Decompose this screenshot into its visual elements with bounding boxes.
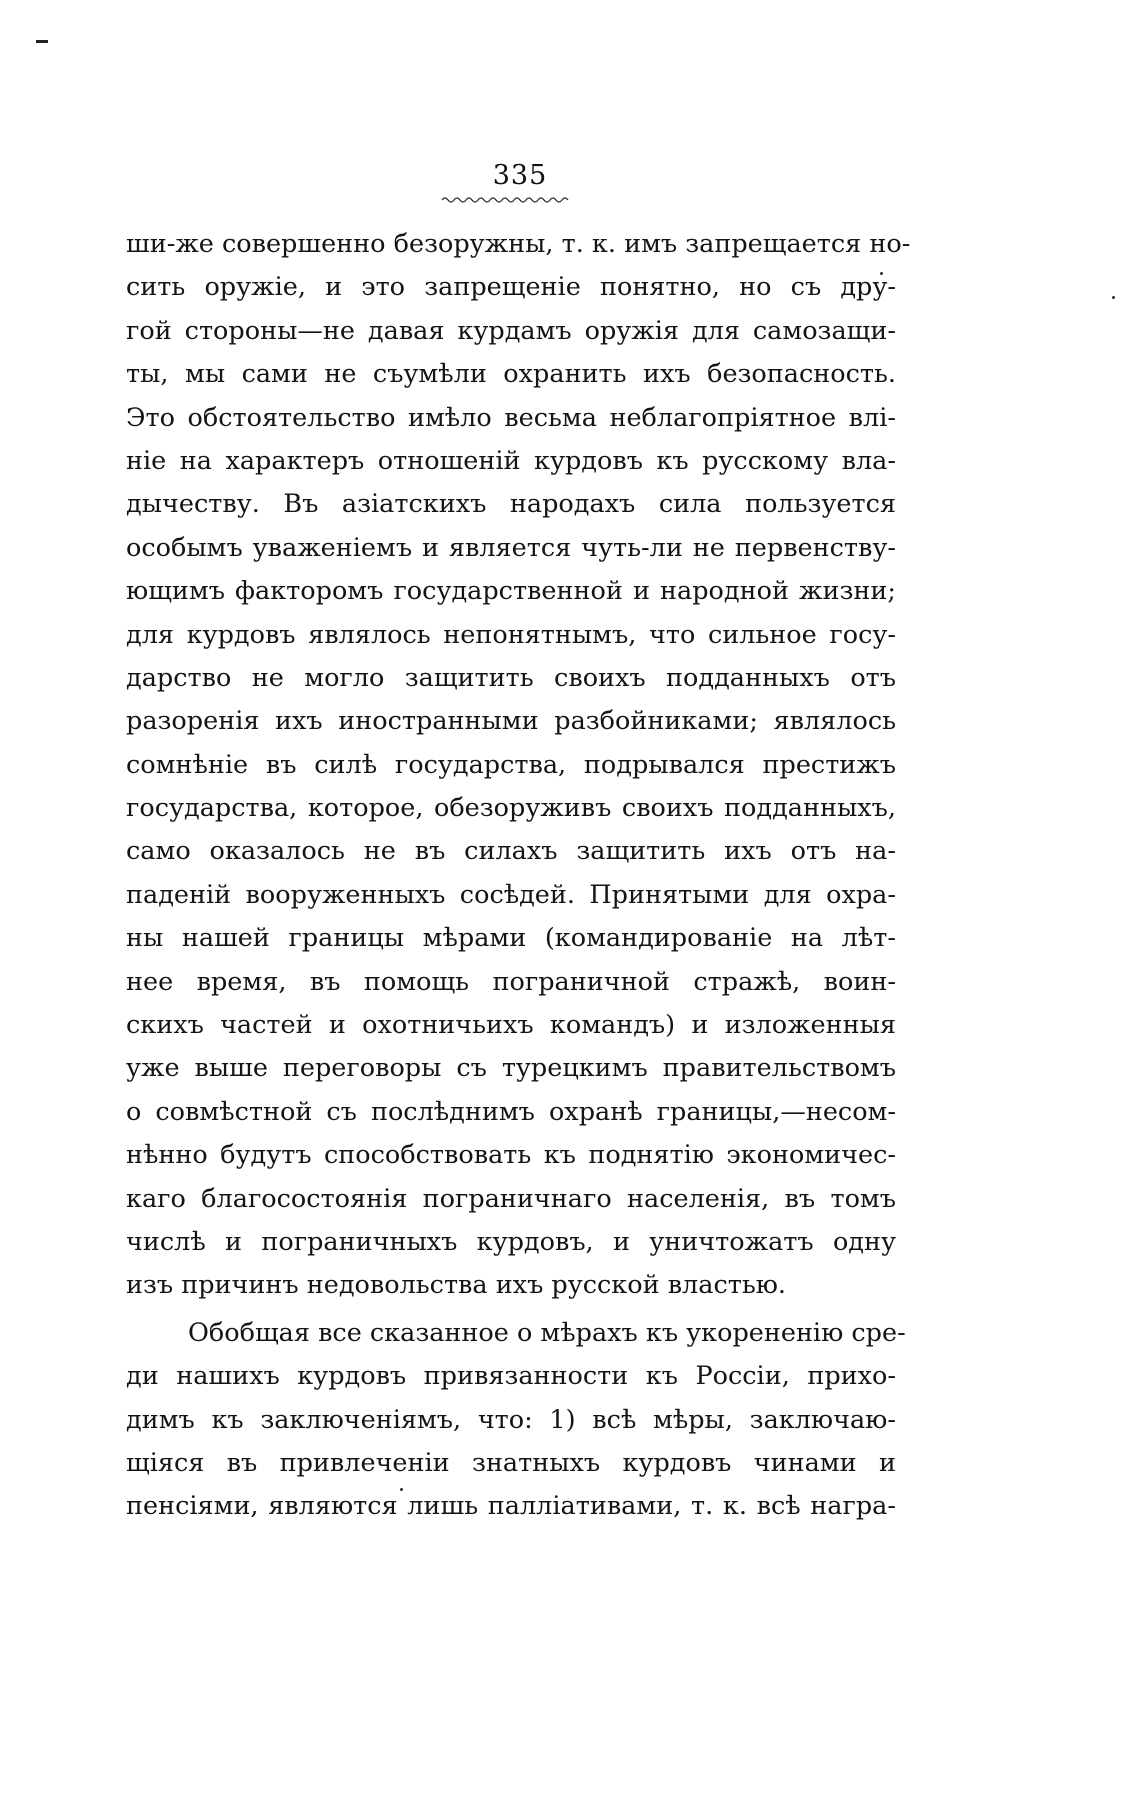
text-line: нее время, въ помощь пограничной стражѣ, воин-	[126, 966, 896, 997]
text-line: ніе на характеръ отношеній курдовъ къ русскому вла-	[126, 445, 896, 476]
text-line: дарство не могло защитить своихъ подданныхъ отъ	[126, 662, 896, 693]
text-line: уже выше переговоры съ турецкимъ правительствомъ	[126, 1053, 896, 1084]
page-number-ornament	[440, 194, 570, 204]
text-line: изъ причинъ недовольства ихъ русской властью.	[126, 1270, 787, 1301]
text-line: числѣ и пограничныхъ курдовъ, и уничтожатъ одну	[126, 1226, 896, 1257]
text-line: ны нашей границы мѣрами (командированіе на лѣт-	[126, 923, 896, 954]
text-line: само оказалось не въ силахъ защитить ихъ отъ на-	[126, 836, 896, 867]
text-line: разоренія ихъ иностранными разбойниками; являлось	[126, 706, 896, 737]
text-line: ты, мы сами не съумѣли охранить ихъ безопасность.	[126, 359, 896, 390]
text-line: нѣнно будутъ способствовать къ поднятію экономичес-	[126, 1140, 896, 1171]
text-line: государства, которое, обезоруживъ своихъ подданныхъ,	[126, 793, 896, 824]
scan-speck	[1112, 296, 1115, 299]
text-line: пенсіями, являются лишь палліативами, т. к. всѣ награ-	[126, 1491, 896, 1522]
paragraph-1	[126, 223, 911, 1308]
text-line: щіяся въ привлеченіи знатныхъ курдовъ чинами и	[126, 1447, 896, 1478]
text-line: димъ къ заключеніямъ, что: 1) всѣ мѣры, заключаю-	[126, 1404, 896, 1435]
paragraph-2	[126, 1312, 906, 1529]
text-line: ши-же совершенно безоружны, т. к. имъ запрещается но-	[126, 229, 911, 259]
text-line: Обобщая все сказанное о мѣрахъ къ укорененію сре-	[188, 1317, 906, 1348]
text-line: Это обстоятельство имѣло весьма неблагопріятное влі-	[126, 402, 896, 433]
text-line: каго благосостоянія пограничнаго населенія, въ томъ	[126, 1183, 896, 1214]
text-line: о совмѣстной съ послѣднимъ охранѣ границы,—несом-	[126, 1096, 896, 1127]
text-line: для курдовъ являлось непонятнымъ, что сильное госу-	[126, 619, 896, 650]
scan-corner-mark	[36, 40, 48, 43]
body-text	[126, 223, 911, 1529]
text-line: ющимъ факторомъ государственной и народной жизни;	[126, 576, 896, 607]
text-line: паденій вооруженныхъ сосѣдей. Принятыми для охра-	[126, 879, 896, 910]
text-line: сить оружіе, и это запрещеніе понятно, но съ дру-	[126, 272, 896, 303]
text-line: сомнѣніе въ силѣ государства, подрывался престижъ	[126, 749, 896, 780]
page-number: 335	[492, 160, 548, 191]
text-line: особымъ уваженіемъ и является чуть-ли не первенству-	[126, 532, 896, 563]
text-line: гой стороны—не давая курдамъ оружія для самозащи-	[126, 315, 896, 346]
text-line: ди нашихъ курдовъ привязанности къ Россіи, прихо-	[126, 1361, 896, 1392]
text-line: дычеству. Въ азіатскихъ народахъ сила пользуется	[126, 489, 896, 520]
text-line: скихъ частей и охотничьихъ командъ) и изложенныя	[126, 1010, 896, 1041]
